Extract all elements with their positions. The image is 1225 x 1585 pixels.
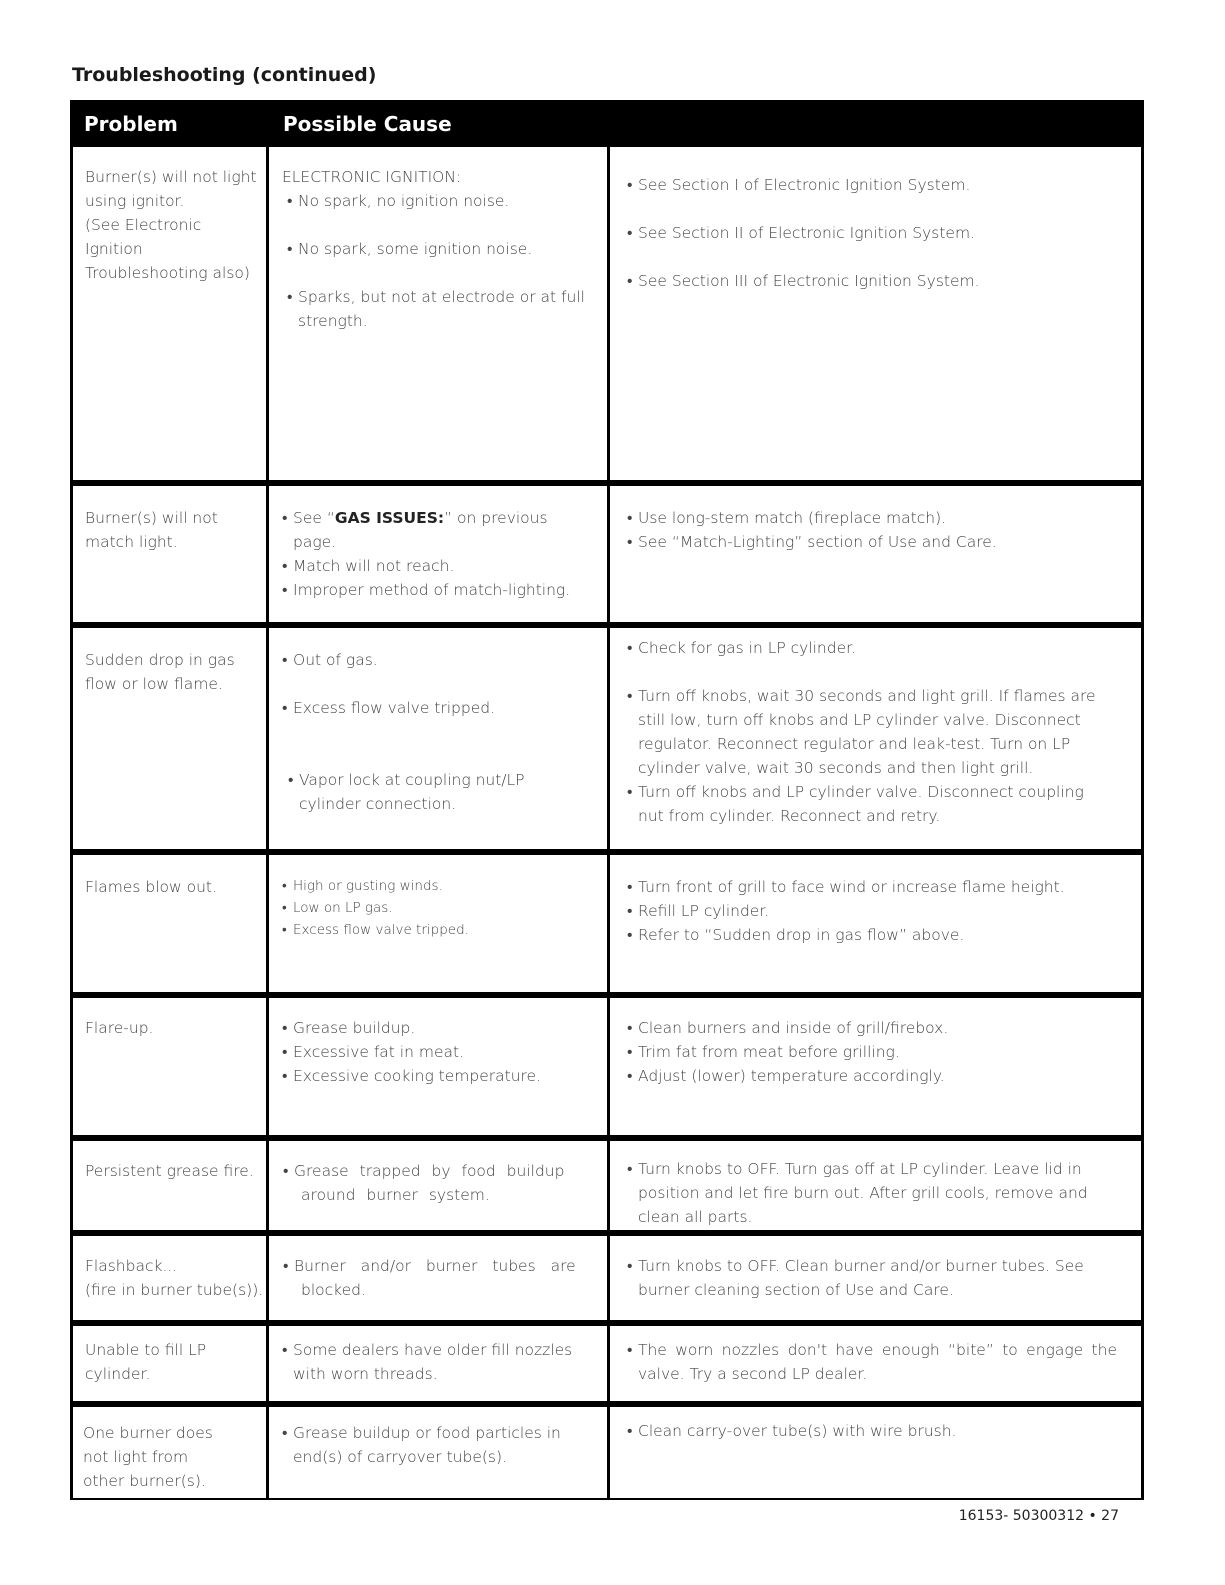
remedy-item: • See Section II of Electronic Ignition System. — [622, 221, 1123, 245]
row3-problem — [73, 628, 266, 849]
row6-cause — [269, 1141, 607, 1230]
header-remedy — [610, 100, 1144, 147]
troubleshooting-table — [70, 100, 1144, 1500]
problem-line: using ignitor. — [85, 192, 185, 210]
remedy-item: • Check for gas in LP cylinder. — [622, 636, 1111, 660]
row8-remedy — [610, 1326, 1141, 1401]
problem-line: Burner(s) will not light — [85, 168, 257, 186]
remedy-item: • Turn off knobs, wait 30 seconds and light grill. If flames are still low, turn off knobs and LP cylinder valve. Disconnect regulator. Reconnect regulator and leak-test. Turn on LP cylinder valve, wait 30 seconds and then light grill. — [622, 684, 1111, 780]
header-problem: Problem — [84, 112, 178, 136]
cause-item: • Improper method of match-lighting. — [277, 578, 589, 602]
row1-problem — [73, 147, 266, 480]
problem-line: Persistent grease fire. — [85, 1162, 254, 1180]
row6-remedy — [610, 1141, 1141, 1230]
remedy-item: • Clean burners and inside of grill/firebox. — [622, 1016, 1123, 1040]
row4-cause — [269, 855, 607, 992]
cause-item: • No spark, no ignition noise. — [282, 189, 591, 213]
problem-line: Flashback... — [85, 1257, 178, 1275]
row3-remedy — [610, 628, 1141, 849]
cause-item: • Excessive fat in meat. — [277, 1040, 589, 1064]
remedy-item: • See Section I of Electronic Ignition System. — [622, 173, 1123, 197]
problem-line: (fire in burner tube(s)). — [85, 1281, 264, 1299]
cause-item: • Sparks, but not at electrode or at full strength. — [282, 285, 591, 333]
problem-line: not light from — [83, 1448, 189, 1466]
row8-problem — [73, 1326, 266, 1401]
row4-problem — [73, 855, 266, 992]
remedy-item: • Turn front of grill to face wind or increase flame height. — [622, 875, 1123, 899]
row4-remedy — [610, 855, 1141, 992]
problem-line: Burner(s) will not — [85, 509, 218, 527]
row7-remedy — [610, 1236, 1141, 1320]
cause-item: • High or gusting winds. — [277, 875, 589, 897]
problem-line: other burner(s). — [83, 1472, 206, 1490]
cause-item: • Out of gas. — [277, 648, 567, 672]
row1-remedy — [610, 147, 1141, 480]
cause-item — [277, 506, 589, 554]
row5-cause — [269, 998, 607, 1135]
remedy-item: • See “Match-Lighting” section of Use and Care. — [622, 530, 1123, 554]
gas-issues-reference: GAS ISSUES: — [334, 509, 445, 527]
header-possible-cause: Possible Cause — [283, 112, 452, 136]
remedy-item: • Refill LP cylinder. — [622, 899, 1123, 923]
remedy-item: • Turn knobs to OFF. Turn gas off at LP cylinder. Leave lid in position and let fire burn out. After grill cools, remove and clean all parts. — [622, 1157, 1101, 1229]
row1-cause — [269, 147, 607, 480]
row7-cause — [269, 1236, 607, 1320]
cause-item: • Match will not reach. — [277, 554, 589, 578]
cause-item: • Burner and/or burner tubes are blocked. — [277, 1254, 587, 1302]
cause-item: • Excessive cooking temperature. — [277, 1064, 589, 1088]
remedy-item: • See Section III of Electronic Ignition System. — [622, 269, 1123, 293]
problem-line: flow or low flame. — [85, 675, 223, 693]
remedy-item: • Turn knobs to OFF. Clean burner and/or burner tubes. See burner cleaning section of Use and Care. — [622, 1254, 1101, 1302]
row3-cause — [269, 628, 607, 849]
row2-cause — [269, 486, 607, 622]
row6-problem — [73, 1141, 266, 1230]
remedy-item: • Use long-stem match (fireplace match). — [622, 506, 1123, 530]
problem-line: Flare-up. — [85, 1019, 154, 1037]
row5-problem — [73, 998, 266, 1135]
row2-problem — [73, 486, 266, 622]
row9-problem — [73, 1407, 266, 1498]
problem-line: Flames blow out. — [85, 878, 217, 896]
page-title: Troubleshooting (continued) — [72, 64, 377, 86]
problem-line: One burner does — [83, 1424, 213, 1442]
remedy-item: • The worn nozzles don't have enough “bite” to engage the valve. Try a second LP dealer. — [622, 1338, 1117, 1386]
cause-item: • Grease buildup. — [277, 1016, 589, 1040]
problem-line: Unable to fill LP — [85, 1341, 207, 1359]
remedy-item: • Adjust (lower) temperature accordingly. — [622, 1064, 1123, 1088]
cause-see-prefix: See “ — [293, 509, 335, 527]
cause-see-suffix: ” on previous page. — [293, 509, 548, 551]
cause-item: • Vapor lock at coupling nut/LP cylinder connection. — [277, 768, 567, 816]
cause-item: • Grease trapped by food buildup around burner system. — [277, 1159, 587, 1207]
problem-line: (See Electronic — [85, 216, 202, 234]
problem-line: match light. — [85, 533, 178, 551]
cause-item: • Excess flow valve tripped. — [277, 919, 589, 941]
cause-item: • Grease buildup or food particles in end(s) of carryover tube(s). — [277, 1421, 577, 1469]
problem-line: Troubleshooting also) — [85, 264, 250, 282]
problem-line: Sudden drop in gas — [85, 651, 235, 669]
row5-remedy — [610, 998, 1141, 1135]
row8-cause — [269, 1326, 607, 1401]
page-footer: 16153- 50300312 • 27 — [958, 1508, 1119, 1524]
row9-cause — [269, 1407, 607, 1498]
remedy-item: • Turn off knobs and LP cylinder valve. Disconnect coupling nut from cylinder. Reconnect and retry. — [622, 780, 1111, 828]
remedy-item: • Refer to “Sudden drop in gas flow” above. — [622, 923, 1123, 947]
cause-heading: ELECTRONIC IGNITION: — [282, 168, 462, 186]
remedy-item: • Trim fat from meat before grilling. — [622, 1040, 1123, 1064]
cause-item: • Some dealers have older fill nozzles with worn threads. — [277, 1338, 587, 1386]
cause-item: • Excess flow valve tripped. — [277, 696, 567, 720]
problem-line: cylinder. — [85, 1365, 151, 1383]
cause-item: • No spark, some ignition noise. — [282, 237, 591, 261]
cause-item: • Low on LP gas. — [277, 897, 589, 919]
row2-remedy — [610, 486, 1141, 622]
remedy-item: • Clean carry-over tube(s) with wire brush. — [622, 1419, 1117, 1443]
row9-remedy — [610, 1407, 1141, 1498]
problem-line: Ignition — [85, 240, 143, 258]
row7-problem — [73, 1236, 266, 1320]
